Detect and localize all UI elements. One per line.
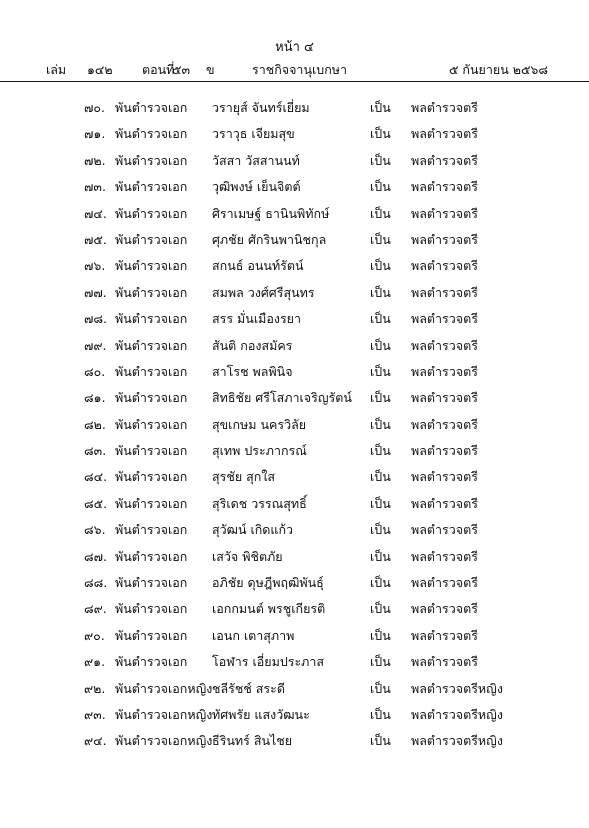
- new-rank: พลตำรวจตรี: [411, 601, 478, 617]
- current-rank: พันตำรวจเอก: [115, 416, 188, 432]
- current-rank: พันตำรวจเอก: [115, 231, 188, 247]
- appointment-verb: เป็น: [370, 443, 391, 459]
- officer-name: สันติ กองสมัคร: [212, 337, 293, 353]
- officer-name: สุรชัย สุกใส: [212, 469, 276, 485]
- officer-name: ธีรินทร์ สินไชย: [212, 733, 293, 749]
- new-rank: พลตำรวจตรี: [411, 179, 478, 195]
- current-rank: พันตำรวจเอก: [115, 205, 188, 221]
- appointment-verb: เป็น: [370, 469, 391, 485]
- list-item: [0, 491, 589, 517]
- current-rank: พันตำรวจเอก: [115, 575, 188, 591]
- entry-number: ๘๗.: [84, 548, 108, 564]
- entry-number: ๘๒.: [84, 416, 106, 432]
- current-rank: พันตำรวจเอก: [115, 495, 188, 511]
- appointment-verb: เป็น: [370, 601, 391, 617]
- gazette-name: ราชกิจจานุเบกษา: [252, 62, 348, 77]
- current-rank: พันตำรวจเอกหญิง: [115, 680, 213, 696]
- appointment-list: [0, 95, 589, 755]
- appointment-verb: เป็น: [370, 733, 391, 749]
- list-item: [0, 385, 589, 411]
- list-item: [0, 201, 589, 227]
- list-item: [0, 570, 589, 596]
- appointment-verb: เป็น: [370, 680, 391, 696]
- section-letter: ข: [206, 62, 215, 77]
- current-rank: พันตำรวจเอก: [115, 179, 188, 195]
- list-item: [0, 438, 589, 464]
- new-rank: พลตำรวจตรี: [411, 654, 478, 670]
- new-rank: พลตำรวจตรี: [411, 627, 478, 643]
- issue-date: ๕ กันยายน ๒๕๖๘: [448, 62, 548, 77]
- current-rank: พันตำรวจเอก: [115, 601, 188, 617]
- entry-number: ๗๓.: [84, 179, 106, 195]
- current-rank: พันตำรวจเอก: [115, 522, 188, 538]
- officer-name: สิทธิชัย ศรีโสภาเจริญรัตน์: [212, 390, 352, 406]
- entry-number: ๘๔.: [84, 469, 108, 485]
- appointment-verb: เป็น: [370, 311, 391, 327]
- new-rank: พลตำรวจตรี: [411, 100, 478, 115]
- list-item: [0, 253, 589, 279]
- appointment-verb: เป็น: [370, 337, 391, 353]
- list-item: [0, 280, 589, 306]
- appointment-verb: เป็น: [370, 654, 391, 670]
- entry-number: ๘๘.: [84, 575, 108, 591]
- current-rank: พันตำรวจเอกหญิง: [115, 706, 213, 722]
- page-number: หน้า ๔: [275, 40, 314, 55]
- officer-name: สาโรช พลพินิจ: [212, 363, 293, 379]
- list-item: [0, 174, 589, 200]
- current-rank: พันตำรวจเอก: [115, 258, 188, 274]
- current-rank: พันตำรวจเอก: [115, 100, 188, 115]
- new-rank: พลตำรวจตรี: [411, 284, 478, 300]
- list-item: [0, 95, 589, 121]
- appointment-verb: เป็น: [370, 258, 391, 274]
- new-rank: พลตำรวจตรี: [411, 495, 478, 511]
- entry-number: ๙๑.: [84, 654, 106, 670]
- list-item: [0, 333, 589, 359]
- current-rank: พันตำรวจเอกหญิง: [115, 733, 213, 749]
- list-item: [0, 359, 589, 385]
- list-item: [0, 702, 589, 728]
- appointment-verb: เป็น: [370, 522, 391, 538]
- current-rank: พันตำรวจเอก: [115, 469, 188, 485]
- officer-name: วราวุธ เจียมสุข: [212, 126, 295, 142]
- new-rank: พลตำรวจตรี: [411, 126, 478, 142]
- officer-name: สุริเดช วรรณสุทธิ์: [212, 495, 307, 511]
- current-rank: พันตำรวจเอก: [115, 152, 188, 168]
- officer-name: สรร มั่นเมืองรยา: [212, 311, 301, 327]
- appointment-verb: เป็น: [370, 495, 391, 511]
- appointment-verb: เป็น: [370, 152, 391, 168]
- appointment-verb: เป็น: [370, 284, 391, 300]
- officer-name: เอนก เตาสุภาพ: [212, 627, 295, 643]
- officer-name: สุขเกษม นครวิลัย: [212, 416, 307, 432]
- appointment-verb: เป็น: [370, 205, 391, 221]
- officer-name: อภิชัย ดุษฎีพฤฒิพันธุ์: [212, 575, 324, 591]
- appointment-verb: เป็น: [370, 231, 391, 247]
- new-rank: พลตำรวจตรี: [411, 416, 478, 432]
- new-rank: พลตำรวจตรี: [411, 443, 478, 459]
- current-rank: พันตำรวจเอก: [115, 443, 188, 459]
- list-item: [0, 544, 589, 570]
- current-rank: พันตำรวจเอก: [115, 126, 188, 142]
- new-rank: พลตำรวจตรี: [411, 548, 478, 564]
- entry-number: ๘๖.: [84, 522, 106, 538]
- entry-number: ๗๐.: [84, 100, 106, 115]
- officer-name: วรายุส์ จันทร์เยี่ยม: [212, 100, 310, 115]
- volume-label: เล่ม: [46, 62, 67, 77]
- current-rank: พันตำรวจเอก: [115, 654, 188, 670]
- appointment-verb: เป็น: [370, 363, 391, 379]
- list-item: [0, 676, 589, 702]
- entry-number: ๗๖.: [84, 258, 106, 274]
- current-rank: พันตำรวจเอก: [115, 390, 188, 406]
- new-rank: พลตำรวจตรี: [411, 152, 478, 168]
- officer-name: เสวัจ พิชิตภัย: [212, 548, 283, 564]
- list-item: [0, 148, 589, 174]
- officer-name: ศุภชัย ศักรินพานิชกุล: [212, 231, 327, 247]
- entry-number: ๙๔.: [84, 733, 107, 749]
- entry-number: ๙๒.: [84, 680, 106, 696]
- list-item: [0, 306, 589, 332]
- officer-name: เอกกมนต์ พรชูเกียรติ: [212, 601, 326, 617]
- new-rank: พลตำรวจตรี: [411, 311, 478, 327]
- entry-number: ๘๓.: [84, 443, 107, 459]
- new-rank: พลตำรวจตรี: [411, 205, 478, 221]
- new-rank: พลตำรวจตรีหญิง: [411, 680, 503, 696]
- entry-number: ๗๗.: [84, 284, 107, 300]
- new-rank: พลตำรวจตรี: [411, 575, 478, 591]
- entry-number: ๗๑.: [84, 126, 106, 142]
- entry-number: ๗๙.: [84, 337, 107, 353]
- appointment-verb: เป็น: [370, 548, 391, 564]
- volume-number: ๑๔๒: [87, 62, 113, 77]
- list-item: [0, 649, 589, 675]
- entry-number: ๙๐.: [84, 627, 105, 643]
- gazette-header: [0, 59, 589, 82]
- entry-number: ๘๙.: [84, 601, 107, 617]
- list-item: [0, 623, 589, 649]
- entry-number: ๘๕.: [84, 495, 108, 511]
- list-item: [0, 412, 589, 438]
- current-rank: พันตำรวจเอก: [115, 337, 188, 353]
- list-item: [0, 596, 589, 622]
- new-rank: พลตำรวจตรี: [411, 337, 478, 353]
- officer-name: วัสสา วัสสานนท์: [212, 152, 300, 168]
- entry-number: ๗๘.: [84, 311, 108, 327]
- new-rank: พลตำรวจตรี: [411, 363, 478, 379]
- list-item: [0, 227, 589, 253]
- list-item: [0, 728, 589, 754]
- officer-name: ทัศพรัย แสงวัฒนะ: [212, 706, 310, 722]
- appointment-verb: เป็น: [370, 416, 391, 432]
- entry-number: ๗๕.: [84, 231, 107, 247]
- issue-label: ตอนที่: [142, 62, 175, 77]
- new-rank: พลตำรวจตรี: [411, 231, 478, 247]
- new-rank: พลตำรวจตรีหญิง: [411, 706, 503, 722]
- new-rank: พลตำรวจตรี: [411, 469, 478, 485]
- entry-number: ๘๐.: [84, 363, 106, 379]
- current-rank: พันตำรวจเอก: [115, 363, 188, 379]
- current-rank: พันตำรวจเอก: [115, 627, 188, 643]
- new-rank: พลตำรวจตรี: [411, 258, 478, 274]
- officer-name: ชลีรัชช์ สระดี: [212, 680, 285, 696]
- officer-name: สกนธ์ อนนท์รัตน์: [212, 258, 304, 274]
- appointment-verb: เป็น: [370, 179, 391, 195]
- new-rank: พลตำรวจตรีหญิง: [411, 733, 503, 749]
- appointment-verb: เป็น: [370, 575, 391, 591]
- officer-name: สมพล วงศ์ศรีสุนทร: [212, 284, 315, 300]
- appointment-verb: เป็น: [370, 627, 391, 643]
- officer-name: โอฬาร เอี่ยมประภาส: [212, 654, 325, 670]
- appointment-verb: เป็น: [370, 100, 391, 115]
- officer-name: ศิราเมษฐ์ ธานินพิทักษ์: [212, 205, 330, 221]
- entry-number: ๘๑.: [84, 390, 106, 406]
- entry-number: ๙๓.: [84, 706, 106, 722]
- officer-name: วุฒิพงษ์ เย็นจิตต์: [212, 179, 301, 195]
- list-item: [0, 464, 589, 490]
- list-item: [0, 121, 589, 147]
- new-rank: พลตำรวจตรี: [411, 522, 478, 538]
- entry-number: ๗๔.: [84, 205, 107, 221]
- current-rank: พันตำรวจเอก: [115, 311, 188, 327]
- officer-name: สุวัฒน์ เกิดแก้ว: [212, 522, 294, 538]
- appointment-verb: เป็น: [370, 126, 391, 142]
- new-rank: พลตำรวจตรี: [411, 390, 478, 406]
- appointment-verb: เป็น: [370, 706, 391, 722]
- current-rank: พันตำรวจเอก: [115, 548, 188, 564]
- officer-name: สุเทพ ประภากรณ์: [212, 443, 307, 459]
- entry-number: ๗๒.: [84, 152, 106, 168]
- current-rank: พันตำรวจเอก: [115, 284, 188, 300]
- issue-number: ๕๓: [172, 62, 191, 77]
- list-item: [0, 517, 589, 543]
- appointment-verb: เป็น: [370, 390, 391, 406]
